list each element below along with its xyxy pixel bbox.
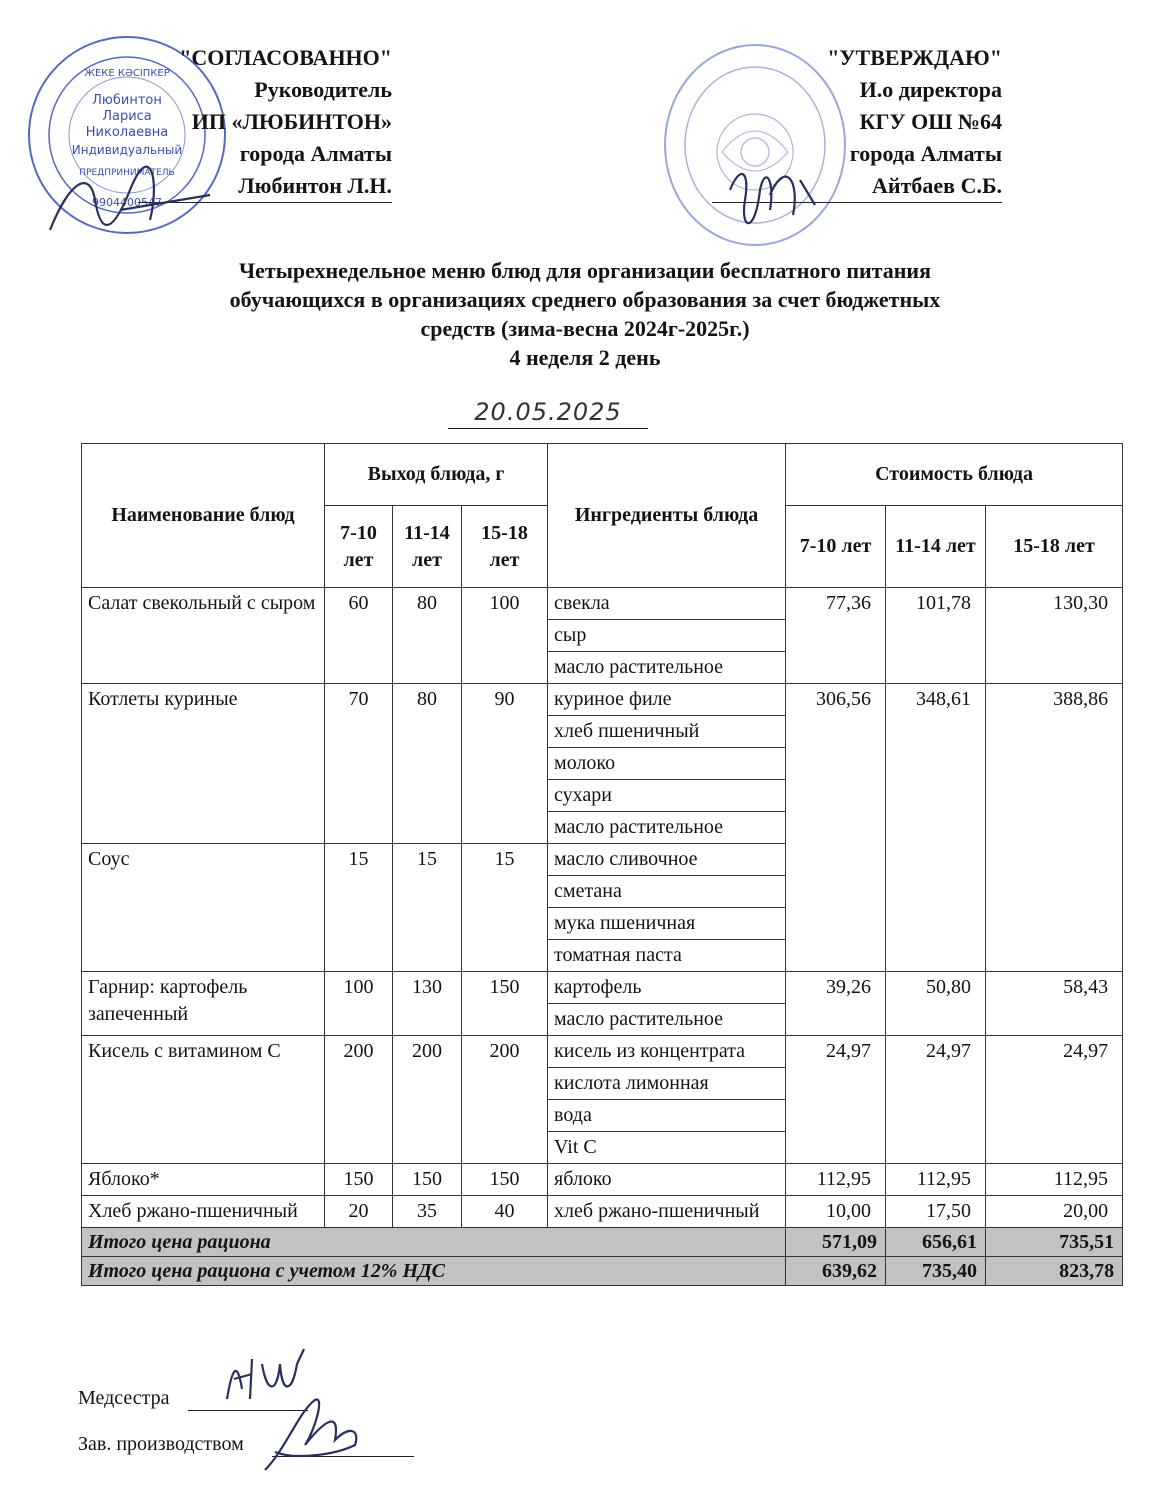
menu-date: 20.05.2025 xyxy=(448,398,648,429)
header-age-11-14: 11-14 лет xyxy=(393,506,462,588)
dish-weight: 130 xyxy=(393,972,462,1036)
dish-cost: 101,78 xyxy=(886,588,986,684)
dish-weight: 100 xyxy=(325,972,393,1036)
dish-weight: 20 xyxy=(325,1196,393,1228)
table-row xyxy=(82,1196,1123,1228)
total-value: 656,61 xyxy=(886,1228,986,1257)
dish-cost: 24,97 xyxy=(886,1036,986,1164)
dish-name: Яблоко* xyxy=(82,1164,325,1196)
ingredient: кисель из концентрата xyxy=(548,1036,786,1068)
dish-weight: 150 xyxy=(325,1164,393,1196)
dish-cost: 112,95 xyxy=(786,1164,886,1196)
dish-weight: 40 xyxy=(462,1196,548,1228)
ingredient: хлеб ржано-пшеничный xyxy=(548,1196,786,1228)
dish-name: Соус xyxy=(82,844,325,972)
approved-signer: Айтбаев С.Б. xyxy=(712,170,1002,203)
ingredient: картофель xyxy=(548,972,786,1004)
total-value: 571,09 xyxy=(786,1228,886,1257)
ingredient: свекла xyxy=(548,588,786,620)
header-cost-age-15-18: 15-18 лет xyxy=(986,506,1123,588)
ingredient: томатная паста xyxy=(548,940,786,972)
left-stamp-text: ЖЕКЕ КӘСІПКЕР xyxy=(84,68,170,79)
header-age-15-18: 15-18 лет xyxy=(462,506,548,588)
title-week-day: 4 неделя 2 день xyxy=(509,345,661,370)
right-signature-mark xyxy=(715,150,825,240)
total-vat-label: Итого цена рациона с учетом 12% НДС xyxy=(82,1257,786,1286)
dish-weight: 15 xyxy=(462,844,548,972)
left-stamp-text: Любинтон xyxy=(92,93,162,108)
total-vat-value: 639,62 xyxy=(786,1257,886,1286)
approved-line: города Алматы xyxy=(849,141,1002,166)
ingredient: Vit C xyxy=(548,1132,786,1164)
table-row xyxy=(82,588,1123,620)
dish-weight: 150 xyxy=(393,1164,462,1196)
header-dish-name: Наименование блюд xyxy=(82,444,325,588)
total-vat-value: 735,40 xyxy=(886,1257,986,1286)
ingredient: масло растительное xyxy=(548,652,786,684)
table-row xyxy=(82,1036,1123,1068)
dish-cost: 112,95 xyxy=(986,1164,1123,1196)
document-title xyxy=(60,256,1110,372)
title-line: обучающихся в организациях среднего образования за счет бюджетных xyxy=(229,287,941,312)
ingredient: молоко xyxy=(548,748,786,780)
dish-weight: 80 xyxy=(393,684,462,844)
left-signature-mark xyxy=(40,160,230,250)
ingredient: яблоко xyxy=(548,1164,786,1196)
dish-weight: 150 xyxy=(462,1164,548,1196)
ingredient: сметана xyxy=(548,876,786,908)
nurse-label: Медсестра xyxy=(78,1387,170,1409)
dish-name: Котлеты куриные xyxy=(82,684,325,844)
title-line: Четырехнедельное меню блюд для организации бесплатного питания xyxy=(238,258,931,283)
header-age-7-10: 7-10 лет xyxy=(325,506,393,588)
left-stamp-text: Индивидуальный xyxy=(71,143,183,157)
header-cost-age-7-10: 7-10 лет xyxy=(786,506,886,588)
dish-cost: 17,50 xyxy=(886,1196,986,1228)
agreed-heading: "СОГЛАСОВАННО" xyxy=(179,45,392,70)
dish-weight: 100 xyxy=(462,588,548,684)
approved-line: И.о директора xyxy=(859,77,1002,102)
total-vat-value: 823,78 xyxy=(986,1257,1123,1286)
left-stamp-text: 9904400547 xyxy=(92,196,162,209)
dish-cost: 39,26 xyxy=(786,972,886,1036)
agreed-line: города Алматы xyxy=(239,141,392,166)
left-stamp-text: Николаевна xyxy=(85,125,169,140)
dish-cost: 306,56 xyxy=(786,684,886,972)
dish-weight: 70 xyxy=(325,684,393,844)
ingredient: мука пшеничная xyxy=(548,908,786,940)
dish-name: Хлеб ржано-пшеничный xyxy=(82,1196,325,1228)
total-row xyxy=(82,1228,1123,1257)
title-line: средств (зима-весна 2024г-2025г.) xyxy=(420,316,750,341)
dish-cost: 348,61 xyxy=(886,684,986,972)
dish-weight: 60 xyxy=(325,588,393,684)
dish-weight: 200 xyxy=(462,1036,548,1164)
dish-cost: 24,97 xyxy=(986,1036,1123,1164)
production-signature-mark xyxy=(255,1390,375,1480)
header-ingredients: Ингредиенты блюда xyxy=(548,444,786,588)
ingredient: масло растительное xyxy=(548,1004,786,1036)
ingredient: масло сливочное xyxy=(548,844,786,876)
dish-cost: 58,43 xyxy=(986,972,1123,1036)
table-row xyxy=(82,972,1123,1004)
production-label: Зав. производством xyxy=(78,1433,244,1455)
ingredient: куриное филе xyxy=(548,684,786,716)
dish-weight: 35 xyxy=(393,1196,462,1228)
dish-cost: 24,97 xyxy=(786,1036,886,1164)
agreed-line: ИП «ЛЮБИНТОН» xyxy=(191,109,392,134)
dish-cost: 112,95 xyxy=(886,1164,986,1196)
ingredient: сыр xyxy=(548,620,786,652)
dish-weight: 15 xyxy=(325,844,393,972)
dish-name: Салат свекольный с сыром xyxy=(82,588,325,684)
ingredient: сухари xyxy=(548,780,786,812)
dish-weight: 90 xyxy=(462,684,548,844)
menu-table xyxy=(81,443,1123,1286)
total-vat-row xyxy=(82,1257,1123,1286)
ingredient: масло растительное xyxy=(548,812,786,844)
header-output: Выход блюда, г xyxy=(325,444,548,506)
dish-weight: 80 xyxy=(393,588,462,684)
dish-cost: 10,00 xyxy=(786,1196,886,1228)
ingredient: хлеб пшеничный xyxy=(548,716,786,748)
dish-weight: 200 xyxy=(393,1036,462,1164)
dish-cost: 77,36 xyxy=(786,588,886,684)
dish-name: Гарнир: картофель запеченный xyxy=(82,972,325,1036)
agreed-line: Руководитель xyxy=(254,77,392,102)
dish-cost: 388,86 xyxy=(986,684,1123,972)
header-cost-age-11-14: 11-14 лет xyxy=(886,506,986,588)
header-cost: Стоимость блюда xyxy=(786,444,1123,506)
dish-cost: 20,00 xyxy=(986,1196,1123,1228)
total-value: 735,51 xyxy=(986,1228,1123,1257)
dish-weight: 15 xyxy=(393,844,462,972)
dish-cost: 50,80 xyxy=(886,972,986,1036)
left-stamp-text: ПРЕДПРИНИМАТЕЛЬ xyxy=(79,168,175,178)
dish-cost: 130,30 xyxy=(986,588,1123,684)
ingredient: кислота лимонная xyxy=(548,1068,786,1100)
table-row xyxy=(82,684,1123,716)
dish-weight: 200 xyxy=(325,1036,393,1164)
total-label: Итого цена рациона xyxy=(82,1228,786,1257)
approved-line: КГУ ОШ №64 xyxy=(859,109,1002,134)
agreed-signer: Любинтон Л.Н. xyxy=(138,170,392,203)
ingredient: вода xyxy=(548,1100,786,1132)
dish-name: Кисель с витамином С xyxy=(82,1036,325,1164)
approved-heading: "УТВЕРЖДАЮ" xyxy=(827,45,1002,70)
table-row xyxy=(82,1164,1123,1196)
dish-weight: 150 xyxy=(462,972,548,1036)
left-stamp-text: Лариса xyxy=(102,109,152,124)
